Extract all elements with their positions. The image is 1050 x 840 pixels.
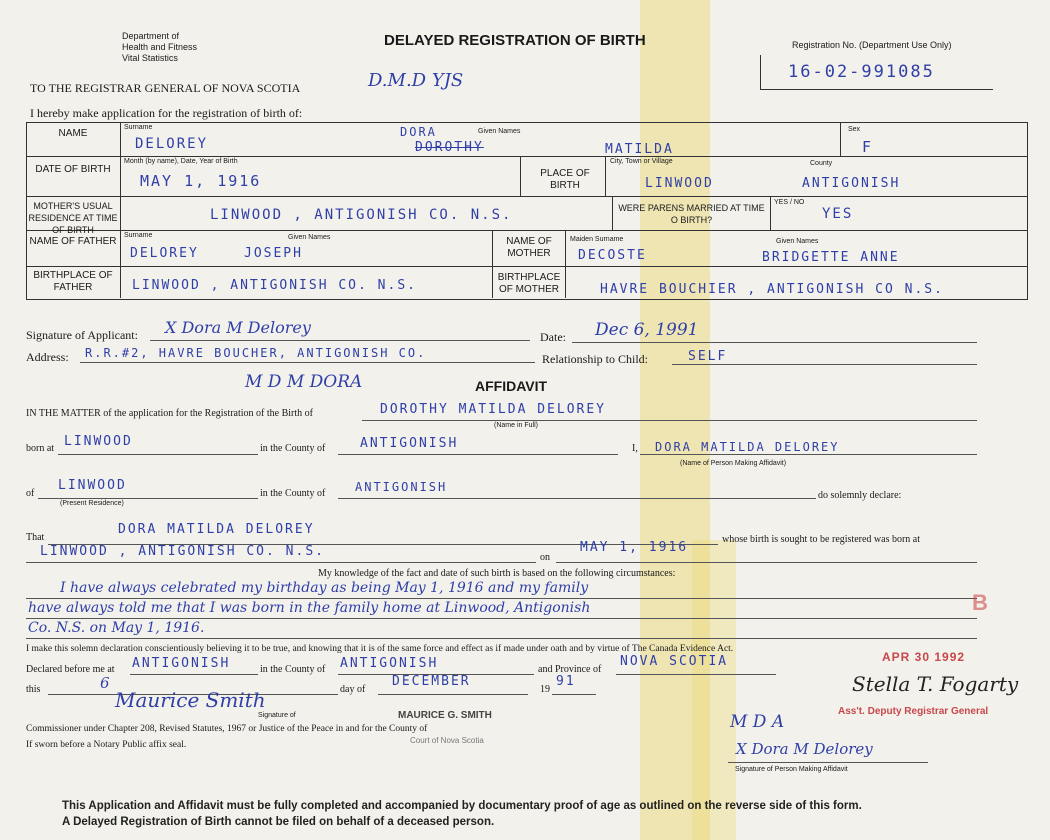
date-value: Dec 6, 1991	[595, 320, 699, 340]
declared-label: Declared before me at	[26, 664, 115, 675]
city-value: LINWOOD	[645, 176, 714, 191]
city-label: City, Town or Village	[610, 158, 673, 165]
province-label: and Province of	[538, 664, 602, 675]
application-line: I hereby make application for the registration of birth of:	[30, 106, 303, 120]
applicant-signature-label: Signature of Applicant:	[26, 328, 138, 342]
father-surname-value: DELOREY	[130, 246, 199, 261]
on-label: on	[540, 552, 550, 563]
married-value: YES	[822, 206, 854, 222]
born-county-label: in the County of	[260, 443, 326, 454]
day-of-label: day of	[340, 684, 366, 695]
form-title: DELAYED REGISTRATION OF BIRTH	[384, 32, 646, 49]
dob-label: DATE OF BIRTH	[35, 164, 111, 175]
commissioner-stamp-sub: Court of Nova Scotia	[410, 736, 484, 745]
initials-deponent: M D A	[730, 712, 785, 732]
month-value: DECEMBER	[392, 674, 471, 689]
matter-name: DOROTHY MATILDA DELOREY	[380, 402, 607, 417]
given-name-struck: DOROTHY	[415, 140, 484, 155]
solemn-declaration: I make this solemn declaration conscientiously believing it to be true, and knowing that it is of the same force and effect as if made under oath and by virtue of The Canada Evidence Act.	[26, 644, 734, 654]
father-name-label: NAME OF FATHER	[29, 236, 117, 247]
of-label: of	[26, 488, 35, 499]
mother-birthplace-label: BIRTHPLACE OF MOTHER	[497, 272, 561, 295]
circumstance-line-1: I have always celebrated my birthday as being May 1, 1916 and my family	[60, 580, 589, 596]
commissioner-line: Commissioner under Chapter 208, Revised Statutes, 1967 or Justice of the Peace in and for the County of	[26, 724, 428, 734]
affidavit-title: AFFIDAVIT	[475, 378, 548, 394]
mother-residence-value: LINWOOD , ANTIGONISH CO. N.S.	[210, 207, 513, 223]
received-date-stamp: APR 30 1992	[882, 650, 966, 664]
dob-value: MAY 1, 1916	[140, 172, 262, 190]
place-label: PLACE OF BIRTH	[540, 168, 590, 191]
that-label: That	[26, 532, 45, 543]
county-value: ANTIGONISH	[802, 176, 901, 191]
this-label: this	[26, 684, 41, 695]
declared-county-value: ANTIGONISH	[340, 656, 439, 671]
father-birthplace-value: LINWOOD , ANTIGONISH CO. N.S.	[132, 278, 417, 293]
residence-caption: (Present Residence)	[60, 500, 124, 507]
declared-county-label: in the County of	[260, 664, 326, 675]
that-name: DORA MATILDA DELOREY	[118, 522, 315, 537]
sex-value: F	[862, 138, 874, 156]
surname-value: DELOREY	[135, 136, 209, 152]
declare-label: do solemnly declare:	[818, 490, 902, 501]
circumstance-line-2: have always told me that I was born in the family home at Linwood, Antigonish	[28, 600, 591, 616]
dob-sub-label: Month (by name), Date, Year of Birth	[124, 158, 238, 165]
born-at-label: born at	[26, 443, 55, 454]
reg-no-label: Registration No. (Department Use Only)	[792, 40, 952, 50]
department-block: Department of Health and Fitness Vital Statistics	[122, 31, 198, 63]
initials-top: D.M.D YJS	[368, 70, 464, 91]
deponent-signature-caption: Signature of Person Making Affidavit	[735, 766, 848, 773]
name-in-full-caption: (Name in Full)	[494, 422, 538, 429]
father-given-label: Given Names	[288, 234, 331, 241]
yesno-label: YES / NO	[774, 199, 805, 206]
to-registrar: TO THE REGISTRAR GENERAL OF NOVA SCOTIA	[30, 81, 301, 95]
mother-birthplace-value: HAVRE BOUCHIER , ANTIGONISH CO N.S.	[600, 282, 944, 297]
day-value: 6	[100, 674, 110, 692]
signature-caption: Signature of	[258, 712, 296, 719]
whose-birth-label: whose birth is sought to be registered was born at	[722, 534, 921, 545]
middle-name-value: MATILDA	[605, 142, 674, 157]
father-surname-label: Surname	[124, 232, 153, 239]
address-value: R.R.#2, HAVRE BOUCHER, ANTIGONISH CO.	[85, 346, 427, 360]
tape-strip	[692, 540, 736, 840]
mother-given-value: BRIDGETTE ANNE	[762, 250, 900, 265]
maiden-label: Maiden Surname	[570, 236, 624, 243]
father-birthplace-label: BIRTHPLACE OF FATHER	[33, 270, 113, 293]
reg-number: 16-02-991085	[788, 62, 935, 82]
applicant-signature: X Dora M Delorey	[165, 318, 311, 337]
sex-label: Sex	[848, 126, 861, 133]
married-label: WERE PARENS MARRIED AT TIME O BIRTH?	[618, 203, 765, 225]
province-value: NOVA SCOTIA	[620, 654, 729, 669]
commissioner-stamp-name: MAURICE G. SMITH	[398, 710, 492, 721]
deponent-name: DORA MATILDA DELOREY	[655, 440, 840, 454]
deponent-caption: (Name of Person Making Affidavit)	[680, 460, 787, 467]
matter-label: IN THE MATTER of the application for the Registration of the Birth of	[26, 408, 313, 419]
name-label: NAME	[58, 128, 88, 139]
res-county-label: in the County of	[260, 488, 326, 499]
deponent-signature: X Dora M Delorey	[736, 740, 873, 758]
year-prefix: 19	[540, 684, 550, 695]
residence-value: LINWOOD	[58, 478, 127, 493]
i-label: I,	[632, 443, 638, 454]
relationship-label: Relationship to Child:	[542, 352, 649, 366]
year-value: 91	[556, 674, 576, 689]
knowledge-label: My knowledge of the fact and date of such birth is based on the following circumstances:	[318, 568, 676, 579]
date-label: Date:	[540, 330, 566, 344]
registrar-title: Ass't. Deputy Registrar General	[838, 706, 989, 717]
notary-line: If sworn before a Notary Public affix seal.	[26, 740, 187, 750]
mother-given-label: Given Names	[776, 238, 819, 245]
res-county-value: ANTIGONISH	[355, 480, 448, 494]
given-names-label: Given Names	[478, 128, 521, 135]
mother-residence-label: MOTHER'S USUAL RESIDENCE AT TIME OF BIRTH	[28, 201, 118, 235]
stamp-fragment: B	[972, 590, 988, 615]
born-place-value: LINWOOD , ANTIGONISH CO. N.S.	[40, 544, 325, 559]
circumstance-line-3: Co. N.S. on May 1, 1916.	[28, 620, 205, 636]
mother-name-label: NAME OF MOTHER	[506, 236, 552, 259]
address-label: Address:	[26, 350, 69, 364]
born-county-value: ANTIGONISH	[360, 436, 459, 451]
given-name-new: DORA	[400, 125, 437, 139]
county-label: County	[810, 160, 833, 167]
father-given-value: JOSEPH	[244, 246, 303, 261]
mother-surname-value: DECOSTE	[578, 248, 647, 263]
born-date-value: MAY 1, 1916	[580, 540, 689, 555]
registrar-signature: Stella T. Fogarty	[852, 672, 1019, 696]
relationship-value: SELF	[688, 349, 728, 364]
born-at-value: LINWOOD	[64, 434, 133, 449]
initials-affidavit: M D M DORA	[245, 372, 363, 392]
footer-line-1: This Application and Affidavit must be fully completed and accompanied by documentary proof of age as outlined on the reverse side of this form.	[62, 800, 862, 812]
surname-label: Surname	[124, 124, 153, 131]
declared-at-value: ANTIGONISH	[132, 656, 231, 671]
commissioner-signature: Maurice Smith	[115, 688, 266, 712]
footer-line-2: A Delayed Registration of Birth cannot be filed on behalf of a deceased person.	[62, 816, 495, 828]
